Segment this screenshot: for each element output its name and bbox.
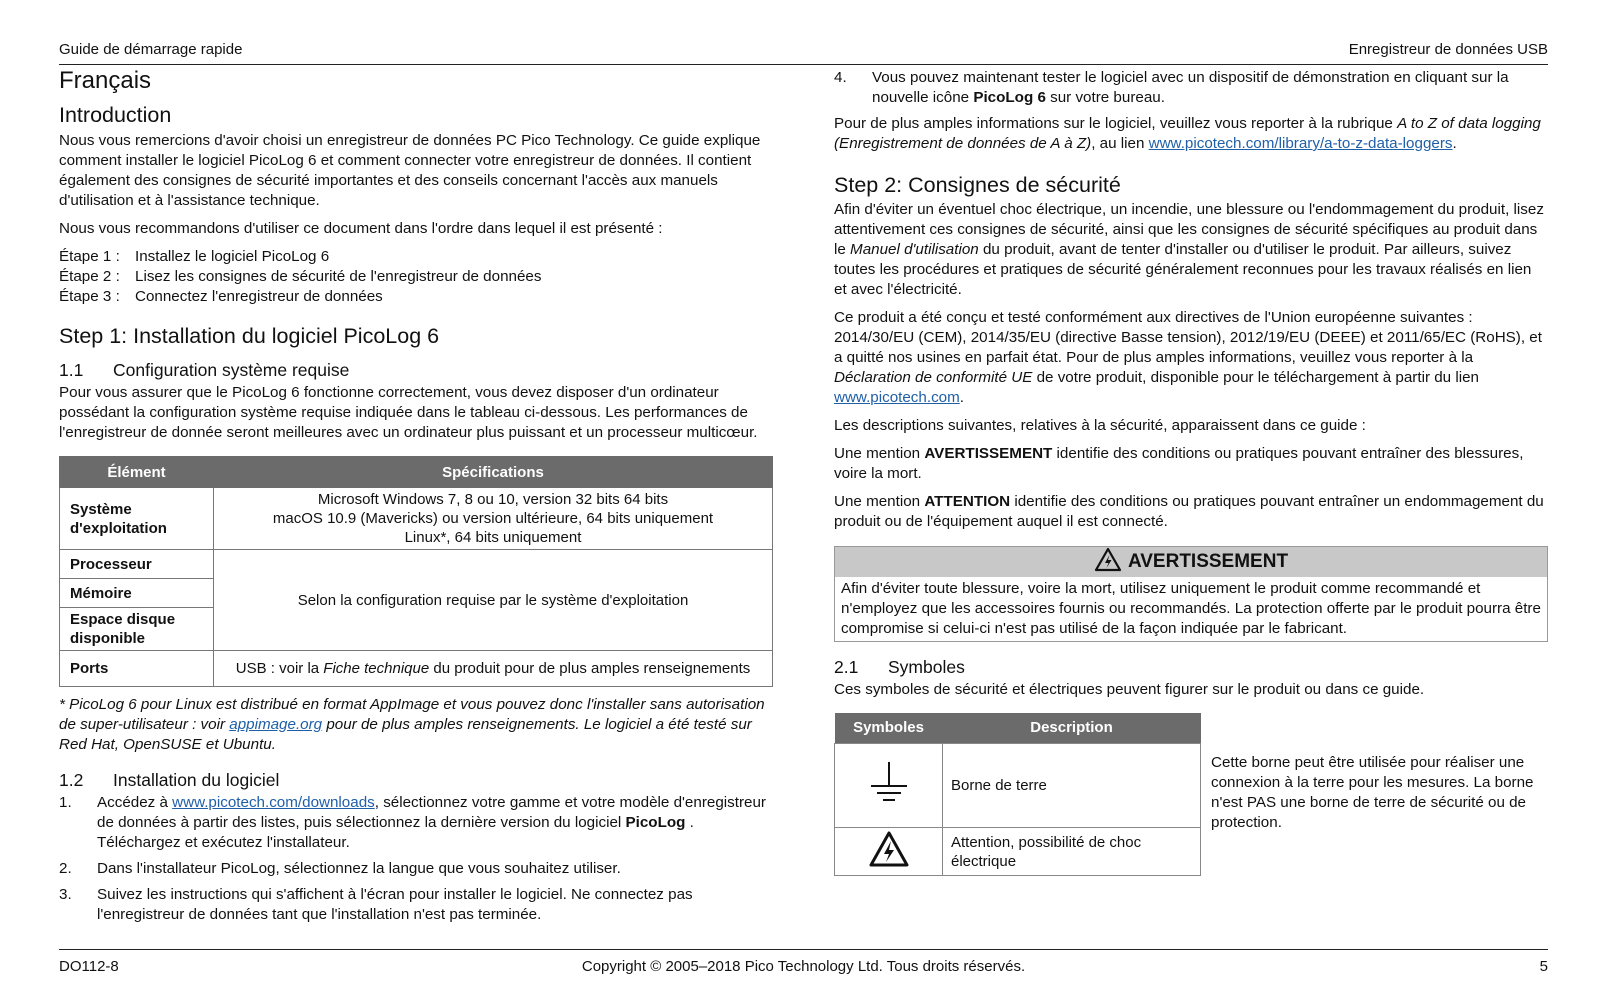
picotech-link[interactable]: www.picotech.com	[834, 389, 960, 406]
list-item: 2. Dans l'installateur PicoLog, sélectionnez la langue que vous souhaitez utiliser.	[59, 860, 621, 877]
warning-header: AVERTISSEMENT	[835, 547, 1547, 577]
table-row	[835, 828, 1201, 876]
earth-ground-icon	[867, 760, 911, 806]
safety-paragraph-1: Afin d'éviter un éventuel choc électrique, un incendie, une blessure ou l'endommagement du produit, lisez attentivement ces consignes de sécurité, ainsi que les consignes de sécurité spécifiques au produit dans le Manuel d'utilisation du produit, avant de tenter d'installer ou d'utiliser le produit. Par ailleurs, suivez toutes les procédures et pratiques de sécurité généralement reconnues pour les travaux réalisés en lien et avec l'électricité.	[834, 201, 1544, 298]
requirements-table	[59, 456, 773, 687]
list-item: 3. Suivez les instructions qui s'affichent à l'écran pour installer le logiciel. Ne connectez pas l'enregistreur de données tant que l'installation n'est pas terminée.	[59, 886, 693, 923]
section-2-1-title: 2.1 Symboles	[834, 657, 965, 677]
description-header: Description	[943, 713, 1201, 744]
safety-paragraph-4: Une mention AVERTISSEMENT identifie des conditions ou pratiques pouvant entraîner des blessures, voire la mort.	[834, 445, 1524, 482]
safety-paragraph-2: Ce produit a été conçu et testé conformément aux directives de l'Union européenne suivantes : 2014/30/EU (CEM), 2014/35/EU (directive Basse tension), 2012/19/EU (DEEE) et 2011/65/EC (RoHS), et a quitté nos usines en parfait état. Pour de plus amples informations, veuillez vous reporter à la Déclaration de conformité UE de votre produit, disponible pour le téléchargement à partir du lien www.picotech.com.	[834, 309, 1542, 406]
safety-paragraph-5: Une mention ATTENTION identifie des conditions ou pratiques pouvant entraîner un endommagement du produit ou de l'équipement auquel il est connecté.	[834, 493, 1544, 530]
warning-triangle-icon	[1094, 547, 1122, 572]
warning-body: Afin d'éviter toute blessure, voire la mort, utilisez uniquement le produit comme recommandé et n'employez que les accessoires fournis ou recommandés. La protection offerte par le produit pourra être compromise si celui-ci n'est pas utilisé de la façon indiquée par le fabricant.	[841, 580, 1541, 637]
left-column	[59, 64, 773, 931]
linux-note: * PicoLog 6 pour Linux est distribué en format AppImage et vous pouvez donc l'installer sans autorisation de super-utilisateur : voir appimage.org pour de plus amples renseignements. Le logiciel a été testé sur Red Hat, OpenSUSE et Ubuntu.	[59, 696, 765, 753]
symbol-cell	[835, 828, 943, 876]
right-column	[834, 64, 1548, 876]
doc-code: DO112-8	[59, 958, 119, 975]
a-to-z-link[interactable]: www.picotech.com/library/a-to-z-data-loggers	[1148, 135, 1453, 152]
more-info-paragraph: Pour de plus amples informations sur le logiciel, veuillez vous reporter à la rubrique A to Z of data logging (Enregistrement de données de A à Z), au lien www.picotech.com/library/a-to-z-data-loggers.	[834, 115, 1541, 152]
intro-title: Introduction	[59, 103, 172, 127]
copyright: Copyright © 2005–2018 Pico Technology Ltd. Tous droits réservés.	[581, 958, 1026, 975]
section-1-1-paragraph: Pour vous assurer que le PicoLog 6 fonctionne correctement, vous devez disposer d'un ordinateur possédant la configuration système requise indiquée dans le tableau ci-dessous. Les performances de l'enregistreur de donnée seront meilleures avec un ordinateur plus puissant et un processeur multicœur.	[59, 384, 758, 441]
header-left: Guide de démarrage rapide	[59, 41, 243, 58]
section-2-1-paragraph: Ces symboles de sécurité et électriques peuvent figurer sur le produit ou dans ce guide.	[834, 681, 1425, 698]
row-label: Espace disque disponible	[60, 608, 214, 651]
install-steps-continued	[834, 68, 1548, 108]
steps-list	[59, 247, 773, 307]
section-1-1-title: 1.1 Configuration système requise	[59, 360, 350, 380]
electric-shock-icon	[868, 830, 910, 868]
safety-paragraph-3: Les descriptions suivantes, relatives à la sécurité, apparaissent dans ce guide :	[834, 417, 1366, 434]
description-cell: Attention, possibilité de choc électrique	[943, 828, 1201, 876]
symbol-cell	[835, 744, 943, 828]
symbols-table	[834, 713, 1201, 876]
install-steps	[59, 793, 773, 925]
section-1-2-title: 1.2 Installation du logiciel	[59, 770, 280, 790]
intro-paragraph-2: Nous vous recommandons d'utiliser ce document dans l'ordre dans lequel il est présenté :	[59, 220, 663, 237]
table-row	[60, 488, 773, 550]
row-label: Processeur	[60, 550, 214, 579]
row-label: Système d'exploitation	[60, 488, 214, 550]
row-value: USB : voir la Fiche technique du produit pour de plus amples renseignements	[214, 651, 773, 687]
symbols-area	[834, 713, 1548, 876]
row-value: Selon la configuration requise par le système d'exploitation	[214, 550, 773, 651]
symbols-header: Symboles	[835, 713, 943, 744]
step1-title: Step 1: Installation du logiciel PicoLog 6	[59, 324, 440, 348]
warning-box	[834, 546, 1548, 642]
page-number: 5	[1539, 958, 1548, 975]
table-header-element: Élément	[60, 457, 214, 488]
step2-title: Step 2: Consignes de sécurité	[834, 173, 1121, 197]
step-item: Étape 1 : Installez le logiciel PicoLog 6	[59, 248, 330, 265]
header-right: Enregistreur de données USB	[1348, 41, 1548, 58]
page-footer	[59, 949, 1548, 980]
row-label: Mémoire	[60, 579, 214, 608]
row-label: Ports	[60, 651, 214, 687]
step-item: Étape 2 : Lisez les consignes de sécurité de l'enregistreur de données	[59, 268, 542, 285]
downloads-link[interactable]: www.picotech.com/downloads	[172, 794, 375, 811]
description-cell: Borne de terre	[943, 744, 1201, 828]
list-item: 1. Accédez à www.picotech.com/downloads, sélectionnez votre gamme et votre modèle d'enregistreur de données à partir des listes, puis sélectionnez la dernière version du logiciel PicoLog . Téléchargez et exécutez l'installateur.	[59, 794, 766, 851]
table-row	[835, 744, 1201, 828]
intro-paragraph-1: Nous vous remercions d'avoir choisi un enregistreur de données PC Pico Technology. Ce guide explique comment installer le logiciel PicoLog 6 et comment connecter votre enregistreur de données. Il contient également des consignes de sécurité importantes et des conseils concernant l'accès aux manuels d'utilisation et à l'assistance technique.	[59, 132, 761, 209]
row-value: Microsoft Windows 7, 8 ou 10, version 32 bits 64 bits macOS 10.9 (Mavericks) ou version ultérieure, 64 bits uniquement Linux*, 64 bits uniquement	[214, 488, 773, 550]
table-header-specs: Spécifications	[214, 457, 773, 488]
symbol-note: Cette borne peut être utilisée pour réaliser une connexion à la terre pour les mesures. La borne n'est PAS une borne de terre de sécurité ou de protection.	[1211, 754, 1534, 831]
page-header	[59, 40, 1548, 65]
table-row	[60, 550, 773, 579]
language-title: Français	[59, 67, 152, 94]
step-item: Étape 3 : Connectez l'enregistreur de données	[59, 288, 383, 305]
table-row	[60, 651, 773, 687]
list-item: 4. Vous pouvez maintenant tester le logiciel avec un dispositif de démonstration en cliquant sur la nouvelle icône PicoLog 6 sur votre bureau.	[834, 69, 1509, 106]
appimage-link[interactable]: appimage.org	[229, 716, 323, 733]
